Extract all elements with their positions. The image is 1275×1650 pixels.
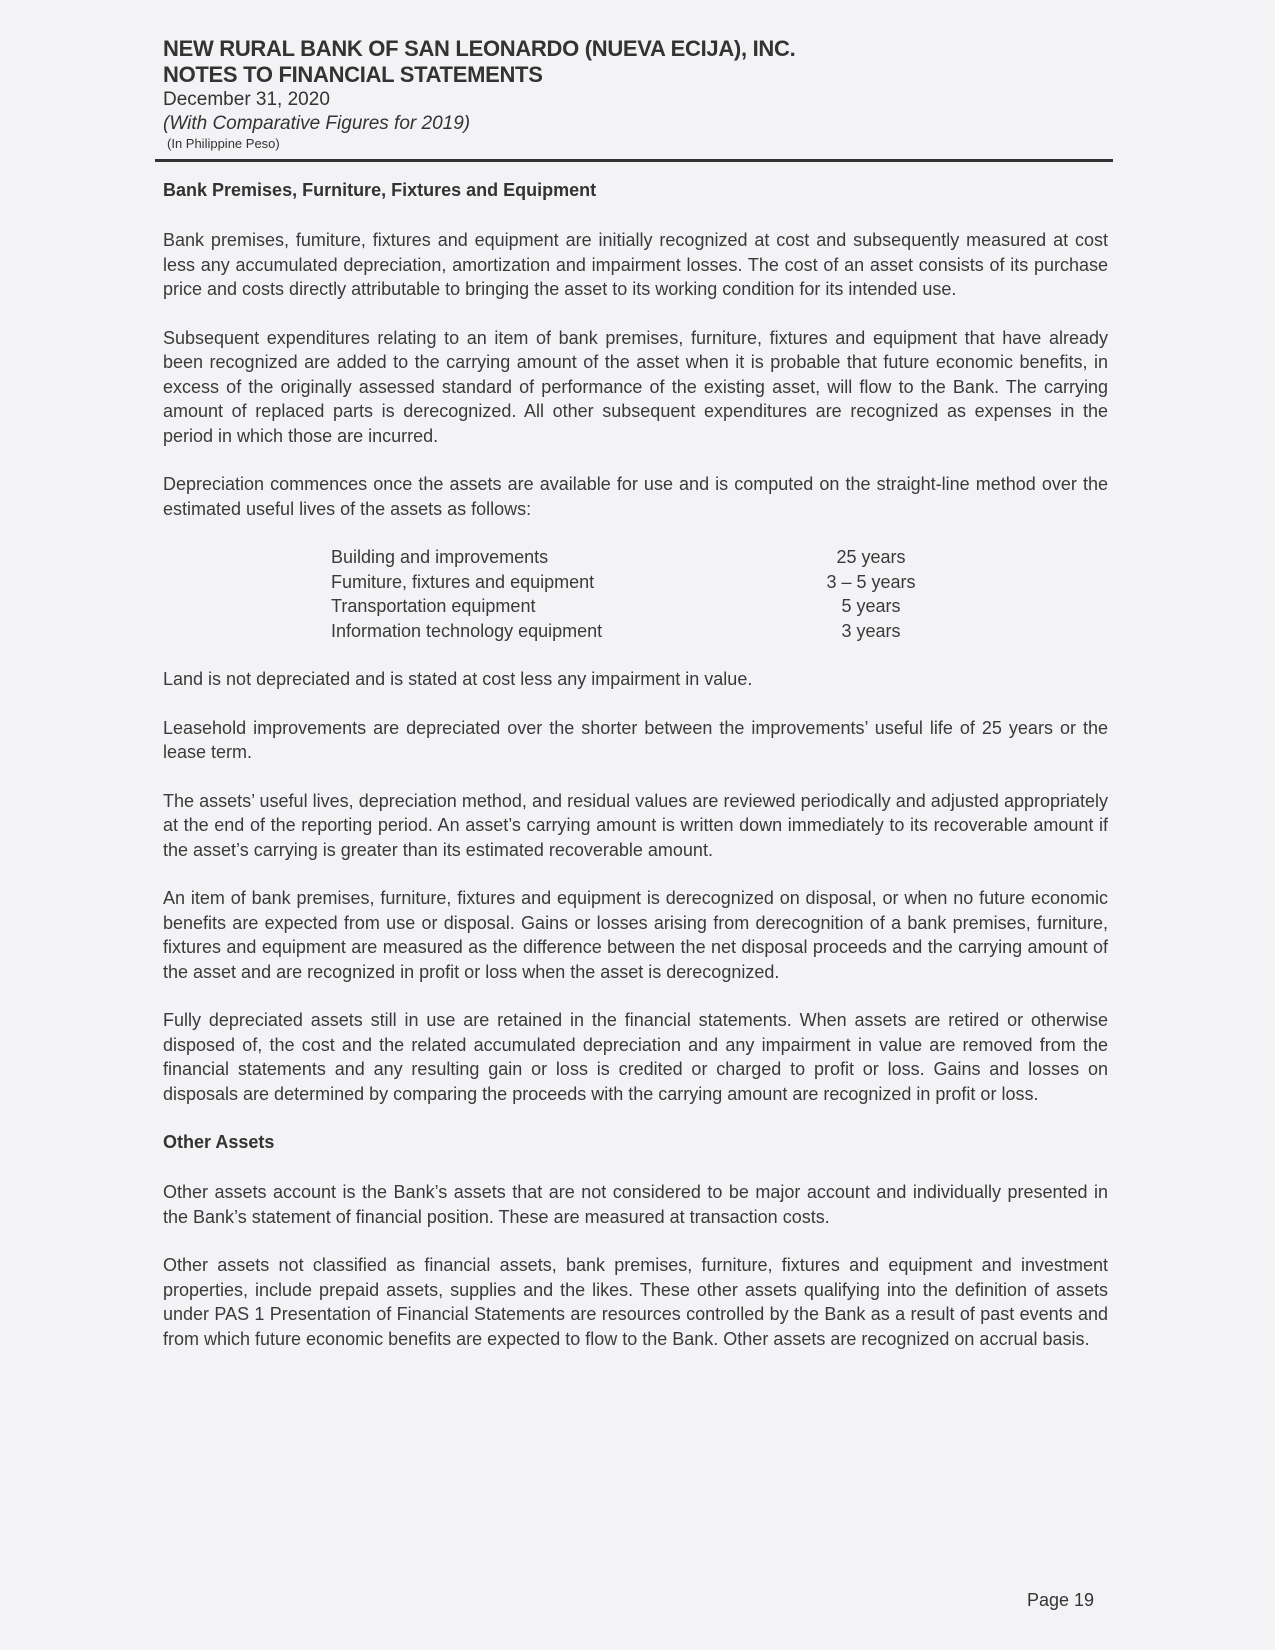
statement-date: December 31, 2020 bbox=[163, 89, 330, 110]
currency-note: (In Philippine Peso) bbox=[167, 136, 280, 151]
asset-category: Information technology equipment bbox=[331, 620, 603, 641]
comparative-note: (With Comparative Figures for 2019) bbox=[163, 113, 471, 134]
paragraph: Depreciation commences once the assets are available for use and is computed on the straight-line method over the estimated useful lives of the assets as follows: bbox=[163, 474, 1108, 519]
paragraph: Subsequent expenditures relating to an item of bank premises, furniture, fixtures and equipment that have already been recognized are added to the carrying amount of the asset when it is probable that future economic benefits, in excess of the originally assessed standard of performance of the existing asset, will flow to the Bank. The carrying amount of replaced parts is derecognized. All other subsequent expenditures are recognized as expenses in the period in which those are incurred. bbox=[163, 327, 1108, 446]
page-header bbox=[163, 36, 1113, 152]
paragraph: The assets’ useful lives, depreciation method, and residual values are reviewed periodically and adjusted appropriately at the end of the reporting period. An asset’s carrying amount is written down immediately to its recoverable amount if the asset’s carrying is greater than its estimated recoverable amount. bbox=[163, 790, 1108, 860]
useful-lives-table bbox=[331, 545, 931, 643]
useful-life: 3 – 5 years bbox=[826, 571, 916, 592]
asset-category: Fumiture, fixtures and equipment bbox=[331, 571, 595, 592]
asset-category: Building and improvements bbox=[331, 547, 549, 567]
document-title: NOTES TO FINANCIAL STATEMENTS bbox=[163, 62, 543, 87]
paragraph: Other assets account is the Bank’s assets that are not considered to be major account and individually presented in the Bank’s statement of financial position. These are measured at transaction costs. bbox=[163, 1182, 1108, 1227]
paragraph: Fully depreciated assets still in use are retained in the financial statements. When assets are retired or otherwise disposed of, the cost and the related accumulated depreciation and any impairment in value are removed from the financial statements and any resulting gain or loss is credited or charged to profit or loss. Gains and losses on disposals are determined by comparing the proceeds with the carrying amount are recognized in profit or loss. bbox=[163, 1010, 1108, 1104]
company-name: NEW RURAL BANK OF SAN LEONARDO (NUEVA ECIJA), INC. bbox=[163, 36, 796, 61]
paragraph: An item of bank premises, furniture, fixtures and equipment is derecognized on disposal, or when no future economic benefits are expected from use or disposal. Gains or losses arising from derecognition of a bank premises, furniture, fixtures and equipment are measured as the difference between the net disposal proceeds and the carrying amount of the asset and are recognized in profit or loss when the asset is derecognized. bbox=[163, 888, 1108, 982]
asset-category: Transportation equipment bbox=[331, 596, 536, 616]
paragraph: Other assets not classified as financial assets, bank premises, furniture, fixtures and equipment and investment properties, include prepaid assets, supplies and the likes. These other assets qualifying into the definition of assets under PAS 1 Presentation of Financial Statements are resources controlled by the Bank as a result of past events and from which future economic benefits are expected to flow to the Bank. Other assets are recognized on accrual basis. bbox=[163, 1255, 1108, 1349]
document-body bbox=[163, 178, 1108, 1351]
paragraph: Leasehold improvements are depreciated over the shorter between the improvements’ useful life of 25 years or the lease term. bbox=[163, 717, 1108, 762]
useful-life: 25 years bbox=[836, 547, 906, 567]
table-row bbox=[331, 570, 931, 595]
section-heading-bank-premises: Bank Premises, Furniture, Fixtures and Equipment bbox=[163, 180, 597, 200]
table-row bbox=[331, 545, 931, 570]
section-heading-other-assets: Other Assets bbox=[163, 1132, 275, 1152]
useful-life: 5 years bbox=[841, 596, 901, 616]
table-row bbox=[331, 594, 931, 619]
page-number: Page 19 bbox=[1027, 1590, 1095, 1610]
useful-life: 3 years bbox=[841, 620, 901, 641]
header-rule bbox=[155, 159, 1113, 162]
table-row bbox=[331, 619, 931, 644]
paragraph: Land is not depreciated and is stated at cost less any impairment in value. bbox=[163, 669, 753, 689]
paragraph: Bank premises, fumiture, fixtures and equipment are initially recognized at cost and subsequently measured at cost less any accumulated depreciation, amortization and impairment losses. The cost of an asset consists of its purchase price and costs directly attributable to bringing the asset to its working condition for its intended use. bbox=[163, 230, 1108, 299]
